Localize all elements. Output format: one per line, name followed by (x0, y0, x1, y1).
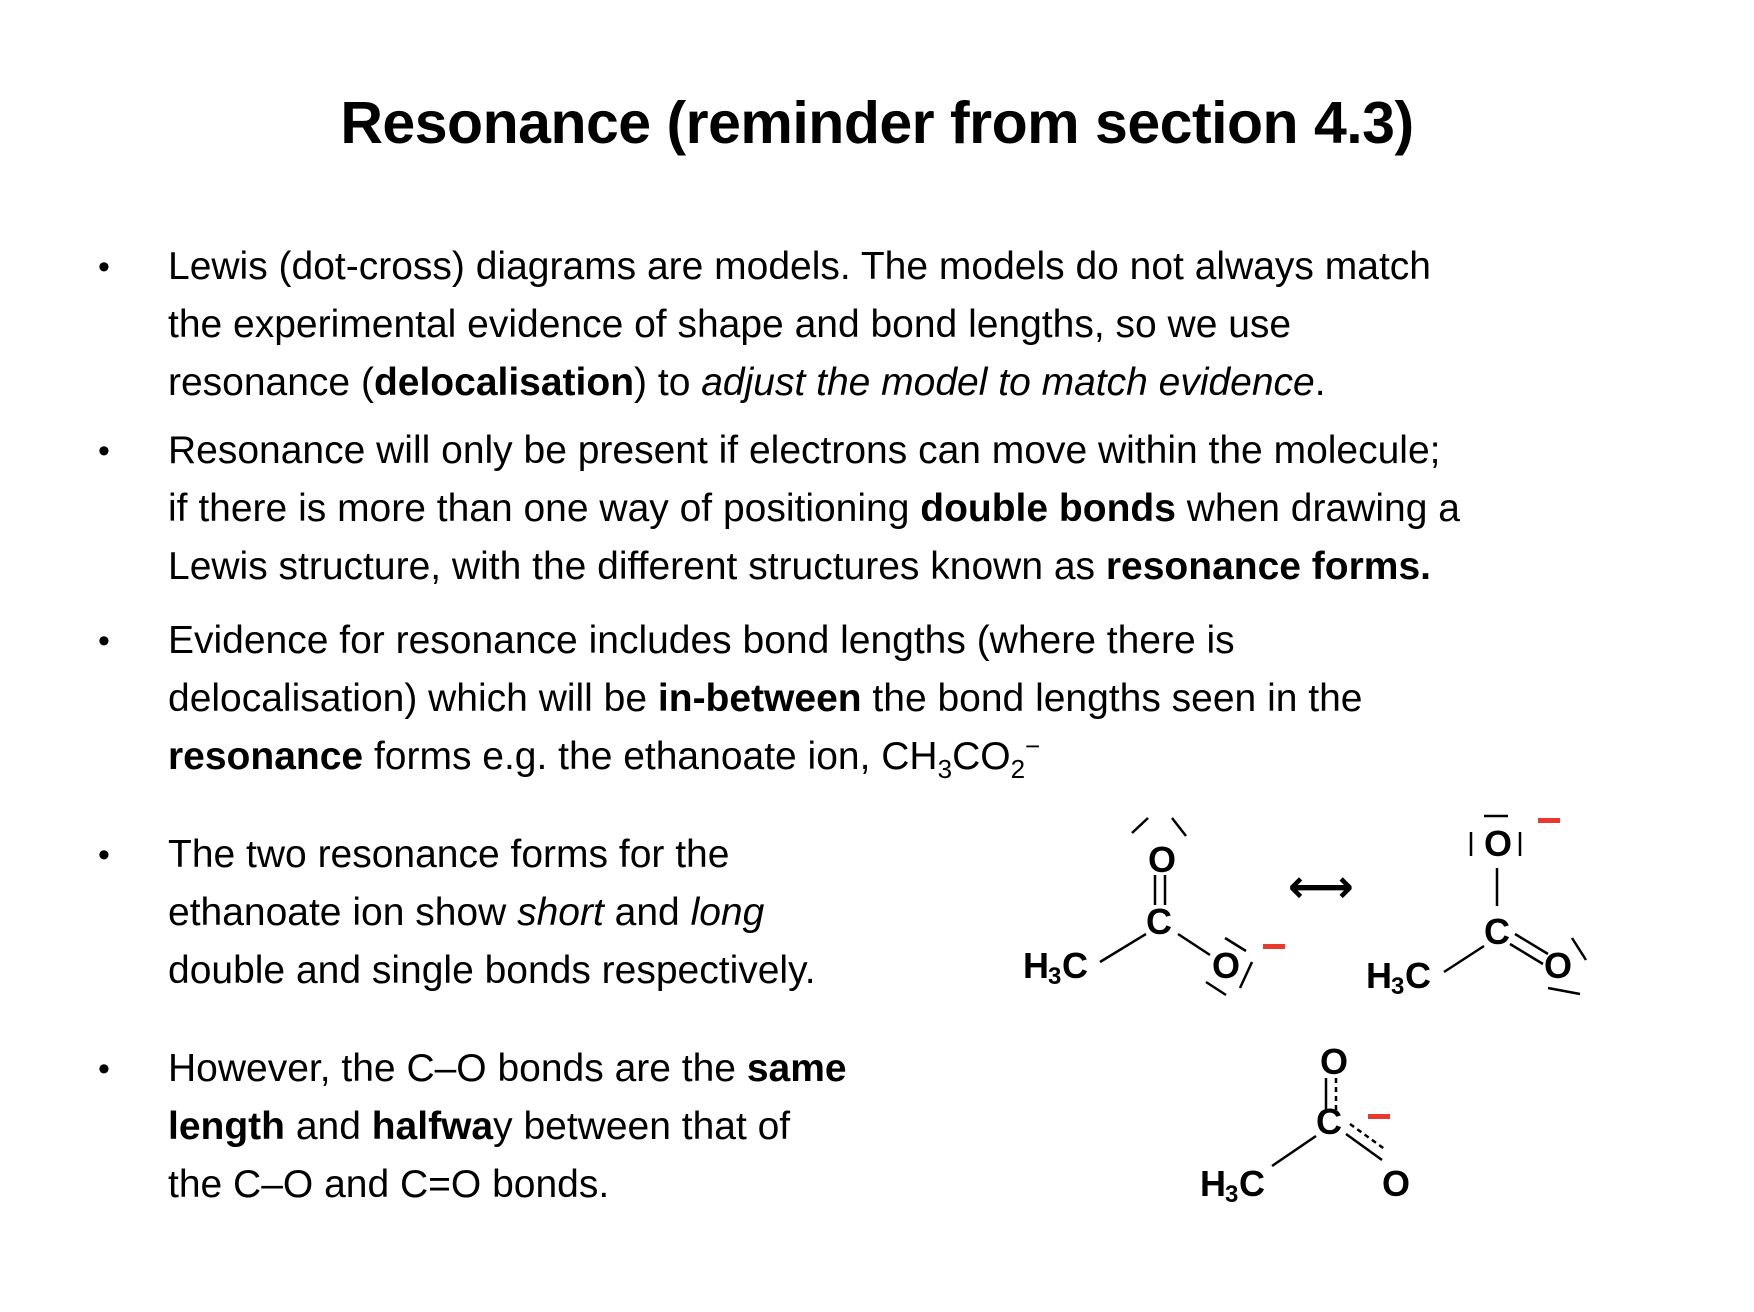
bullet-2-line-3: Lewis structure, with the different structures known as resonance forms. (168, 545, 1431, 588)
svg-text:3: 3 (1225, 1181, 1239, 1208)
svg-text:3: 3 (1391, 973, 1405, 1000)
slide-title: Resonance (reminder from section 4.3) (340, 90, 1414, 156)
bullet-3-line-2: delocalisation) which will be in-between the bond lengths seen in the (168, 677, 1363, 720)
svg-text:C: C (1405, 955, 1431, 996)
svg-text:H: H (1366, 955, 1392, 996)
negative-charge (1263, 944, 1285, 949)
bullet-5-line-1: However, the C–O bonds are the same (168, 1047, 847, 1090)
bullet-1-line-2: the experimental evidence of shape and bond lengths, so we use (168, 303, 1292, 346)
bullet-marker: • (98, 836, 110, 874)
bullet-3-line-1: Evidence for resonance includes bond lengths (where there is (168, 619, 1235, 662)
bullet-3-line-3: resonance forms e.g. the ethanoate ion, $CH_3CO_2^-$ (168, 731, 1041, 784)
atom-c: C (1316, 1101, 1342, 1142)
negative-charge (1368, 1114, 1390, 1119)
bullet-2-line-2: if there is more than one way of positioning double bonds when drawing a (168, 487, 1460, 530)
atom-o: O (1484, 823, 1513, 864)
bullet-marker: • (98, 1050, 110, 1088)
methyl-group (1200, 1163, 1265, 1208)
bullet-4-line-3: double and single bonds respectively. (168, 949, 816, 992)
resonance-arrow: ⟷ (1288, 860, 1354, 912)
bullet-5-line-3: the C–O and C=O bonds. (168, 1163, 610, 1206)
atom-o: O (1382, 1163, 1411, 1204)
bullet-marker: • (98, 622, 110, 660)
svg-text:H: H (1200, 1163, 1226, 1204)
bullet-1-line-3: resonance (delocalisation) to adjust the model to match evidence. (168, 361, 1326, 404)
bullet-marker: • (98, 432, 110, 470)
bullet-4-line-1: The two resonance forms for the (168, 833, 730, 876)
methyl-group (1366, 955, 1431, 1000)
svg-text:C: C (1062, 945, 1088, 986)
atom-o: O (1212, 945, 1241, 986)
bullet-marker: • (98, 248, 110, 286)
negative-charge (1538, 818, 1560, 823)
atom-o: O (1320, 1041, 1349, 1082)
svg-text:C: C (1239, 1163, 1265, 1204)
bullet-4-line-2: ethanoate ion show short and long (168, 891, 765, 934)
atom-o: O (1544, 945, 1573, 986)
atom-o: O (1148, 839, 1177, 880)
atom-c: C (1146, 901, 1172, 942)
svg-text:H: H (1023, 945, 1049, 986)
bullet-2-line-1: Resonance will only be present if electrons can move within the molecule; (168, 429, 1441, 472)
bullet-1-line-1: Lewis (dot-cross) diagrams are models. The models do not always match (168, 245, 1431, 288)
atom-c: C (1484, 911, 1510, 952)
bullet-5-line-2: length and halfway between that of (168, 1105, 791, 1148)
methyl-group (1023, 945, 1088, 990)
svg-text:3: 3 (1048, 963, 1062, 990)
